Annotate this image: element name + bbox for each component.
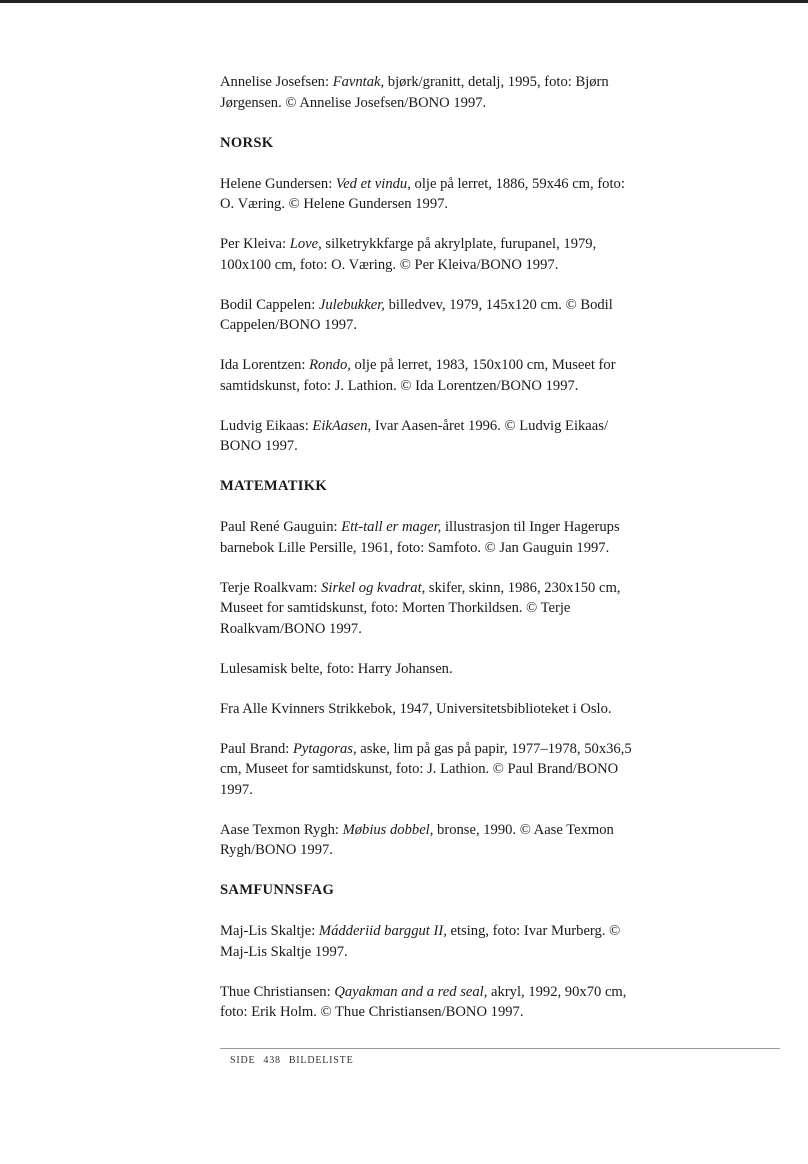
credit-entry: Per Kleiva: Love, silketrykkfarge på akrylplate, furupanel, 1979, 100x100 cm, foto: O. Væring. © Per Kleiva/BONO 1997. (220, 236, 597, 273)
credit-entry: Paul Brand: Pytagoras, aske, lim på gas på papir, 1977–1978, 50x36,5 cm, Museet for samtidskunst, foto: J. Lathion. © Paul Brand/BONO 1997. (220, 740, 632, 798)
credit-entry: Ida Lorentzen: Rondo, olje på lerret, 1983, 150x100 cm, Museet for samtidskunst, foto: J. Lathion. © Ida Lorentzen/BONO 1997. (220, 357, 616, 394)
credit-entry: Fra Alle Kvinners Strikkebok, 1947, Universitetsbiblioteket i Oslo. (220, 700, 612, 717)
credit-entry: Paul René Gauguin: Ett-tall er mager, illustrasjon til Inger Hagerups barnebok Lille Persille, 1961, foto: Samfoto. © Jan Gauguin 1997. (220, 519, 620, 556)
page-footer (230, 1055, 361, 1066)
credit-entry: Ludvig Eikaas: EikAasen, Ivar Aasen-året 1996. © Ludvig Eikaas/ BONO 1997. (220, 417, 609, 454)
credit-entry: Helene Gundersen: Ved et vindu, olje på lerret, 1886, 59x46 cm, foto: O. Væring. © Helene Gundersen 1997. (220, 175, 625, 212)
footer-side-label: SIDE (230, 1055, 256, 1066)
footer-section: BILDELISTE (288, 1055, 354, 1066)
credit-entry: Aase Texmon Rygh: Møbius dobbel, bronse, 1990. © Aase Texmon Rygh/BONO 1997. (220, 821, 614, 858)
credit-entry: Terje Roalkvam: Sirkel og kvadrat, skifer, skinn, 1986, 230x150 cm, Museet for samtidskunst, foto: Morten Thorkildsen. © Terje Roalkvam/BONO 1997. (220, 579, 621, 637)
section-heading-matematikk: MATEMATIKK (220, 478, 328, 494)
picture-credits-list (220, 72, 640, 1042)
credit-entry: Annelise Josefsen: Favntak, bjørk/granitt, detalj, 1995, foto: Bjørn Jørgensen. © Annelise Josefsen/BONO 1997. (220, 74, 609, 111)
credit-entry: Bodil Cappelen: Julebukker, billedvev, 1979, 145x120 cm. © Bodil Cappelen/BONO 1997. (220, 296, 613, 333)
section-heading-norsk: NORSK (220, 134, 274, 151)
credit-entry: Maj-Lis Skaltje: Mádderiid barggut II, etsing, foto: Ivar Murberg. © Maj-Lis Skaltje 1997. (220, 923, 621, 960)
credit-entry: Lulesamisk belte, foto: Harry Johansen. (220, 660, 453, 677)
top-border (0, 0, 808, 3)
footer-rule (220, 1048, 780, 1049)
section-heading-samfunnsfag: SAMFUNNSFAG (220, 882, 335, 898)
page-number: 438 (263, 1055, 281, 1066)
credit-entry: Thue Christiansen: Qayakman and a red seal, akryl, 1992, 90x70 cm, foto: Erik Holm. © Thue Christiansen/BONO 1997. (220, 983, 627, 1020)
